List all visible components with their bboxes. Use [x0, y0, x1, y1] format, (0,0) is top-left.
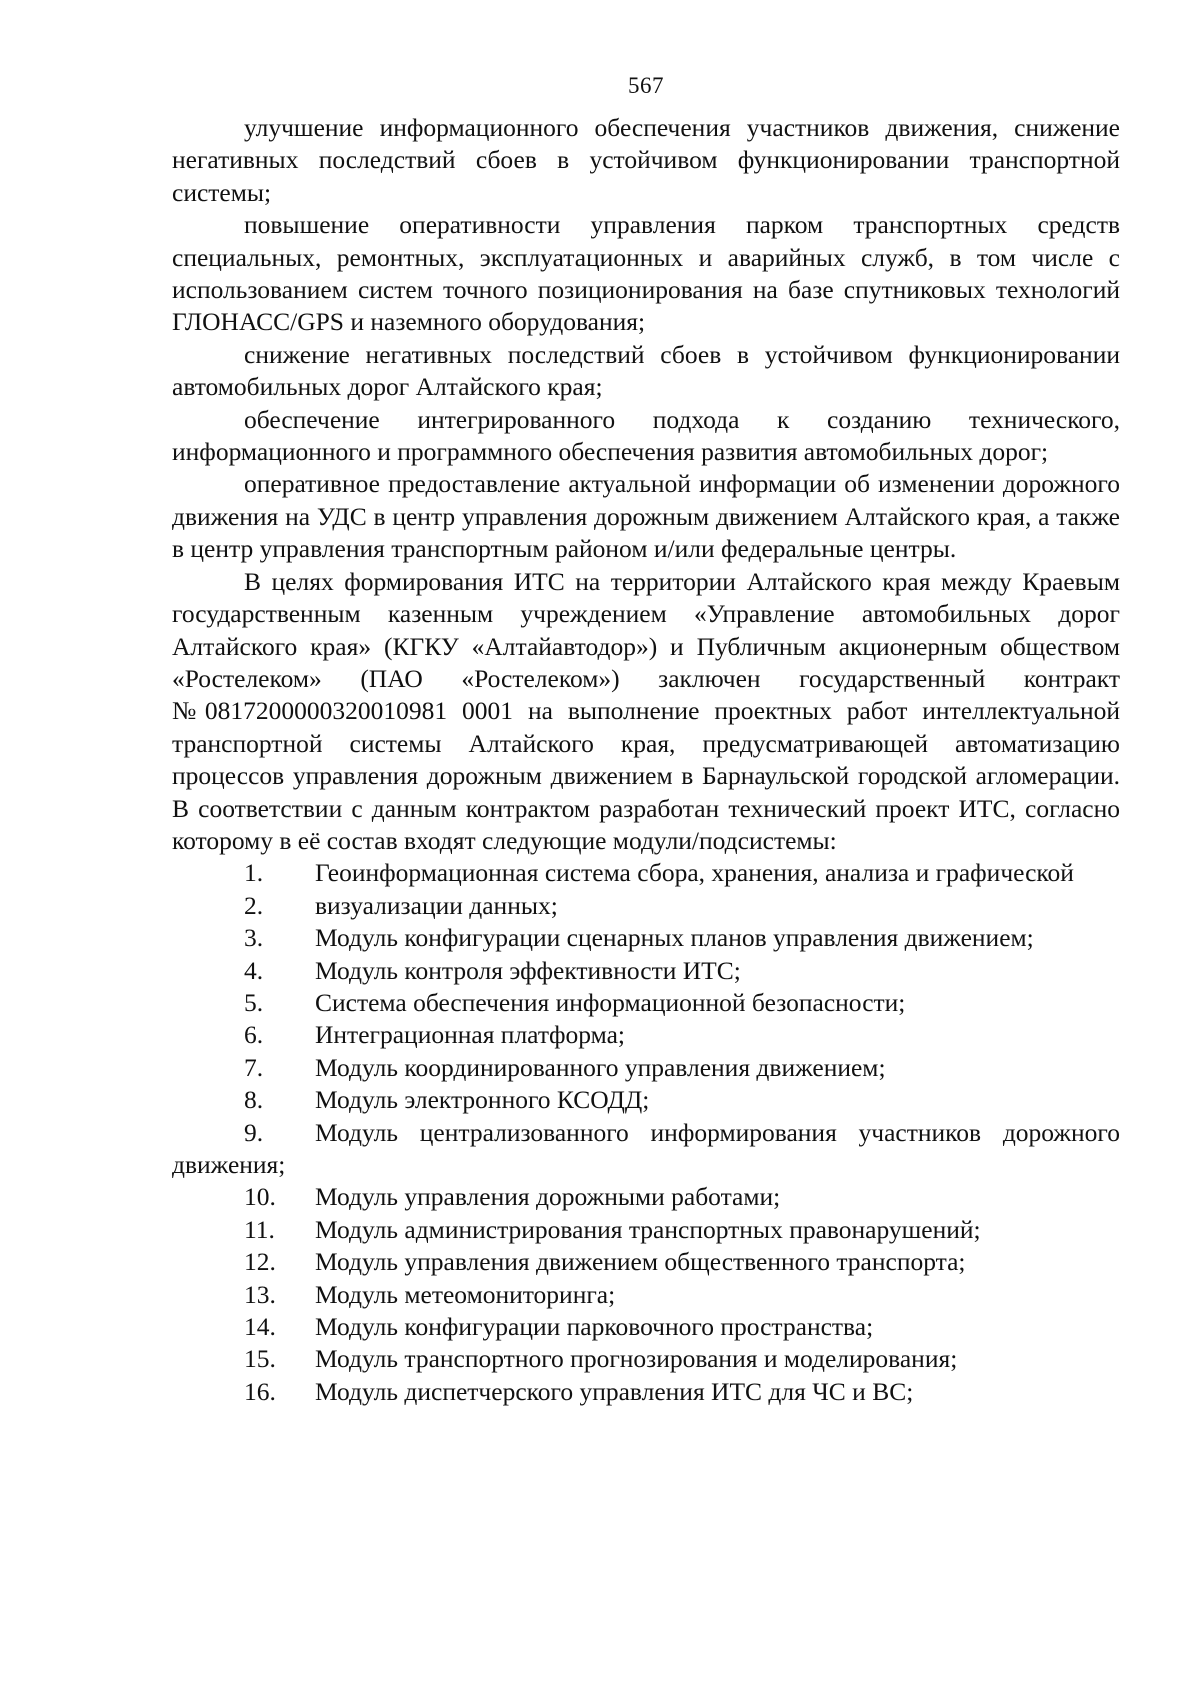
list-item-number: 11. — [244, 1214, 275, 1244]
list-item-number: 13. — [244, 1279, 276, 1309]
list-item-number: 1. — [244, 858, 264, 888]
list-item — [172, 1214, 1120, 1246]
list-item-number: 14. — [244, 1312, 276, 1342]
list-item — [172, 1117, 1120, 1182]
list-item-number: 15. — [244, 1344, 276, 1374]
list-item-text: Модуль координированного управления движением; — [315, 1052, 886, 1082]
list-item-text: Модуль контроля эффективности ИТС; — [315, 955, 741, 985]
page-number: 567 — [628, 73, 664, 98]
paragraph: повышение оперативности управления парком транспортных средств специальных, ремонтных, эксплуатационных и аварийных служб, в том числе с использованием систем точного позиционирования на базе спутниковых технологий ГЛОНАСС/GPS и наземного оборудования; — [172, 210, 1120, 337]
list-item — [172, 1311, 1120, 1343]
list-item-number: 10. — [244, 1182, 276, 1212]
list-item-number: 5. — [244, 987, 264, 1017]
paragraph: обеспечение интегрированного подхода к созданию технического, информационного и программного обеспечения развития автомобильных дорог; — [172, 404, 1120, 467]
list-item-text: Модуль управления движением общественного транспорта; — [315, 1247, 966, 1277]
list-item — [172, 890, 1120, 922]
list-item — [172, 922, 1120, 954]
list-item — [172, 857, 1120, 889]
list-item — [172, 1084, 1120, 1116]
list-item-text: Геоинформационная система сбора, хранения, анализа и графической — [315, 858, 1074, 888]
list-item — [172, 987, 1120, 1019]
list-item-text: Модуль диспетчерского управления ИТС для ЧС и ВС; — [315, 1376, 914, 1406]
list-item — [172, 955, 1120, 987]
list-item-text: Модуль конфигурации парковочного пространства; — [315, 1312, 874, 1342]
list-item — [172, 1246, 1120, 1278]
document-body — [172, 112, 1120, 1408]
list-item-text: Модуль управления дорожными работами; — [315, 1182, 781, 1212]
list-item-number: 3. — [244, 923, 264, 953]
list-item-number: 8. — [244, 1085, 264, 1115]
list-item — [172, 1376, 1120, 1408]
list-item — [172, 1181, 1120, 1213]
list-item-text: Модуль электронного КСОДД; — [315, 1085, 650, 1115]
list-item-number: 7. — [244, 1052, 264, 1082]
list-item-text: визуализации данных; — [315, 890, 558, 920]
list-item-text: Модуль транспортного прогнозирования и моделирования; — [315, 1344, 958, 1374]
list-item-text: Модуль конфигурации сценарных планов управления движением; — [315, 923, 1034, 953]
list-item-number: 9. — [244, 1117, 264, 1147]
list-item — [172, 1279, 1120, 1311]
list-item-text: Модуль централизованного информирования участников дорожного движения; — [172, 1117, 1120, 1179]
list-item-number: 16. — [244, 1376, 276, 1406]
list-item-number: 2. — [244, 890, 264, 920]
list-item — [172, 1019, 1120, 1051]
paragraph: оперативное предоставление актуальной информации об изменении дорожного движения на УДС в центр управления дорожным движением Алтайского края, а также в центр управления транспортным районом и/или федеральные центры. — [172, 469, 1120, 564]
paragraph: В целях формирования ИТС на территории Алтайского края между Краевым государственным казенным учреждением «Управление автомобильных дорог Алтайского края» (КГКУ «Алтайавтодор») и Публичным акционерным обществом «Ростелеком» (ПАО «Ростелеком») заключен государственный контракт №0817200000320010981 0001 на выполнение проектных работ интеллектуальной транспортной системы Алтайского края, предусматривающей автоматизацию процессов управления дорожным движением в Барнаульской городской агломерации. В соответствии с данным контрактом разработан технический проект ИТС, согласно которому в её состав входят следующие модули/подсистемы: — [172, 566, 1120, 855]
modules-list — [172, 857, 1120, 1408]
paragraph: снижение негативных последствий сбоев в устойчивом функционировании автомобильных дорог Алтайского края; — [172, 339, 1120, 402]
list-item — [172, 1052, 1120, 1084]
list-item-number: 6. — [244, 1020, 264, 1050]
list-item-text: Интеграционная платформа; — [315, 1020, 625, 1050]
list-item-number: 4. — [244, 955, 264, 985]
paragraph: улучшение информационного обеспечения участников движения, снижение негативных последствий сбоев в устойчивом функционировании транспортной системы; — [172, 113, 1120, 207]
list-item — [172, 1343, 1120, 1375]
list-item-text: Модуль администрирования транспортных правонарушений; — [315, 1214, 981, 1244]
list-item-text: Модуль метеомониторинга; — [315, 1279, 616, 1309]
list-item-number: 12. — [244, 1247, 276, 1277]
list-item-text: Система обеспечения информационной безопасности; — [315, 987, 906, 1017]
